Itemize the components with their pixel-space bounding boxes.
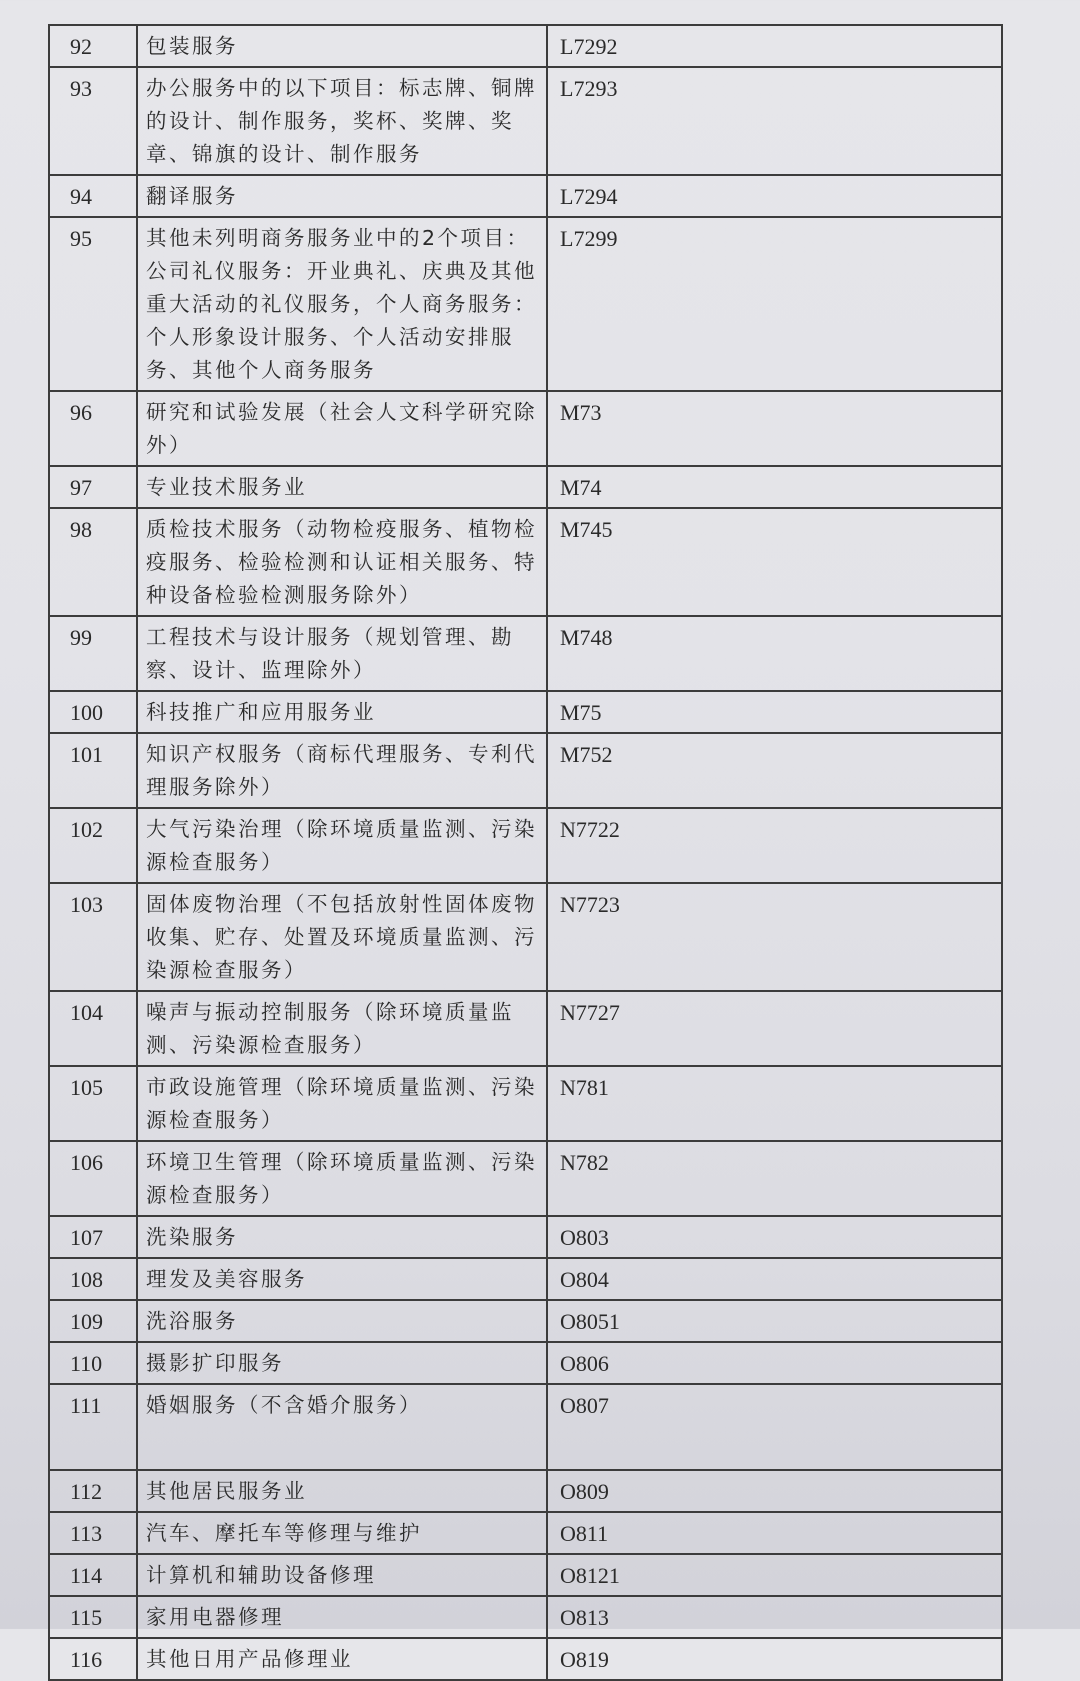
table-row [49, 616, 1002, 691]
industry-code-cell: N782 [547, 1141, 1002, 1216]
row-number-cell: 105 [49, 1066, 137, 1141]
table-row [49, 1470, 1002, 1512]
industry-name-cell: 环境卫生管理（除环境质量监测、污染源检查服务） [137, 1141, 547, 1216]
industry-code-cell: O811 [547, 1512, 1002, 1554]
row-number-cell: 97 [49, 466, 137, 508]
industry-name-cell: 理发及美容服务 [137, 1258, 547, 1300]
industry-code-cell: L7293 [547, 67, 1002, 175]
table-row [49, 1554, 1002, 1596]
row-number-cell: 104 [49, 991, 137, 1066]
industry-code-cell: M752 [547, 733, 1002, 808]
industry-code-cell: L7294 [547, 175, 1002, 217]
industry-name-cell: 大气污染治理（除环境质量监测、污染源检查服务） [137, 808, 547, 883]
table-body [49, 25, 1002, 1680]
table-row [49, 1342, 1002, 1384]
industry-catalog-table [48, 24, 1003, 1681]
industry-code-cell: M74 [547, 466, 1002, 508]
industry-name-cell: 计算机和辅助设备修理 [137, 1554, 547, 1596]
industry-name-cell: 摄影扩印服务 [137, 1342, 547, 1384]
industry-name-cell: 专业技术服务业 [137, 466, 547, 508]
industry-name-cell: 科技推广和应用服务业 [137, 691, 547, 733]
industry-name-cell: 市政设施管理（除环境质量监测、污染源检查服务） [137, 1066, 547, 1141]
row-number-cell: 101 [49, 733, 137, 808]
table-row [49, 883, 1002, 991]
row-number-cell: 109 [49, 1300, 137, 1342]
industry-code-cell: O803 [547, 1216, 1002, 1258]
industry-code-cell: N7727 [547, 991, 1002, 1066]
table-row [49, 67, 1002, 175]
industry-name-cell: 知识产权服务（商标代理服务、专利代理服务除外） [137, 733, 547, 808]
industry-name-cell: 洗浴服务 [137, 1300, 547, 1342]
row-number-cell: 99 [49, 616, 137, 691]
row-number-cell: 93 [49, 67, 137, 175]
industry-code-cell: L7292 [547, 25, 1002, 67]
industry-name-cell: 工程技术与设计服务（规划管理、勘察、设计、监理除外） [137, 616, 547, 691]
table-row [49, 1596, 1002, 1638]
table-row [49, 466, 1002, 508]
table-row [49, 508, 1002, 616]
industry-name-cell: 固体废物治理（不包括放射性固体废物收集、贮存、处置及环境质量监测、污染源检查服务） [137, 883, 547, 991]
industry-name-cell: 研究和试验发展（社会人文科学研究除外） [137, 391, 547, 466]
table-row [49, 175, 1002, 217]
table-row [49, 733, 1002, 808]
row-number-cell: 111 [49, 1384, 137, 1470]
industry-name-cell: 包装服务 [137, 25, 547, 67]
industry-code-cell: L7299 [547, 217, 1002, 391]
industry-code-cell: M748 [547, 616, 1002, 691]
table-row [49, 1512, 1002, 1554]
table-row [49, 1141, 1002, 1216]
row-number-cell: 94 [49, 175, 137, 217]
row-number-cell: 98 [49, 508, 137, 616]
industry-name-cell: 洗染服务 [137, 1216, 547, 1258]
industry-name-cell: 质检技术服务（动物检疫服务、植物检疫服务、检验检测和认证相关服务、特种设备检验检测服务除外） [137, 508, 547, 616]
table-row [49, 1066, 1002, 1141]
industry-code-cell: M75 [547, 691, 1002, 733]
industry-code-cell: O8051 [547, 1300, 1002, 1342]
row-number-cell: 113 [49, 1512, 137, 1554]
industry-code-cell: N781 [547, 1066, 1002, 1141]
industry-code-cell: O8121 [547, 1554, 1002, 1596]
industry-code-cell: O819 [547, 1638, 1002, 1680]
table-row [49, 1384, 1002, 1470]
table-row [49, 1258, 1002, 1300]
industry-name-cell: 婚姻服务（不含婚介服务） [137, 1384, 547, 1470]
row-number-cell: 106 [49, 1141, 137, 1216]
industry-name-cell: 汽车、摩托车等修理与维护 [137, 1512, 547, 1554]
table-row [49, 217, 1002, 391]
table-row [49, 1216, 1002, 1258]
industry-name-cell: 其他居民服务业 [137, 1470, 547, 1512]
industry-name-cell: 办公服务中的以下项目：标志牌、铜牌的设计、制作服务，奖杯、奖牌、奖章、锦旗的设计、制作服务 [137, 67, 547, 175]
row-number-cell: 95 [49, 217, 137, 391]
row-number-cell: 110 [49, 1342, 137, 1384]
industry-code-cell: O804 [547, 1258, 1002, 1300]
table-row [49, 991, 1002, 1066]
row-number-cell: 114 [49, 1554, 137, 1596]
industry-name-cell: 其他未列明商务服务业中的2个项目：公司礼仪服务：开业典礼、庆典及其他重大活动的礼仪服务，个人商务服务：个人形象设计服务、个人活动安排服务、其他个人商务服务 [137, 217, 547, 391]
industry-code-cell: O813 [547, 1596, 1002, 1638]
row-number-cell: 103 [49, 883, 137, 991]
industry-code-cell: O806 [547, 1342, 1002, 1384]
row-number-cell: 112 [49, 1470, 137, 1512]
industry-name-cell: 其他日用产品修理业 [137, 1638, 547, 1680]
row-number-cell: 96 [49, 391, 137, 466]
table-row [49, 1300, 1002, 1342]
industry-name-cell: 翻译服务 [137, 175, 547, 217]
row-number-cell: 102 [49, 808, 137, 883]
industry-code-cell: M745 [547, 508, 1002, 616]
row-number-cell: 115 [49, 1596, 137, 1638]
row-number-cell: 116 [49, 1638, 137, 1680]
row-number-cell: 108 [49, 1258, 137, 1300]
industry-name-cell: 家用电器修理 [137, 1596, 547, 1638]
row-number-cell: 107 [49, 1216, 137, 1258]
industry-code-cell: N7722 [547, 808, 1002, 883]
row-number-cell: 92 [49, 25, 137, 67]
table-row [49, 391, 1002, 466]
industry-code-cell: M73 [547, 391, 1002, 466]
row-number-cell: 100 [49, 691, 137, 733]
industry-code-cell: O807 [547, 1384, 1002, 1470]
table-row [49, 25, 1002, 67]
table-row [49, 1638, 1002, 1680]
table-row [49, 808, 1002, 883]
table-row [49, 691, 1002, 733]
industry-code-cell: N7723 [547, 883, 1002, 991]
industry-code-cell: O809 [547, 1470, 1002, 1512]
industry-name-cell: 噪声与振动控制服务（除环境质量监测、污染源检查服务） [137, 991, 547, 1066]
